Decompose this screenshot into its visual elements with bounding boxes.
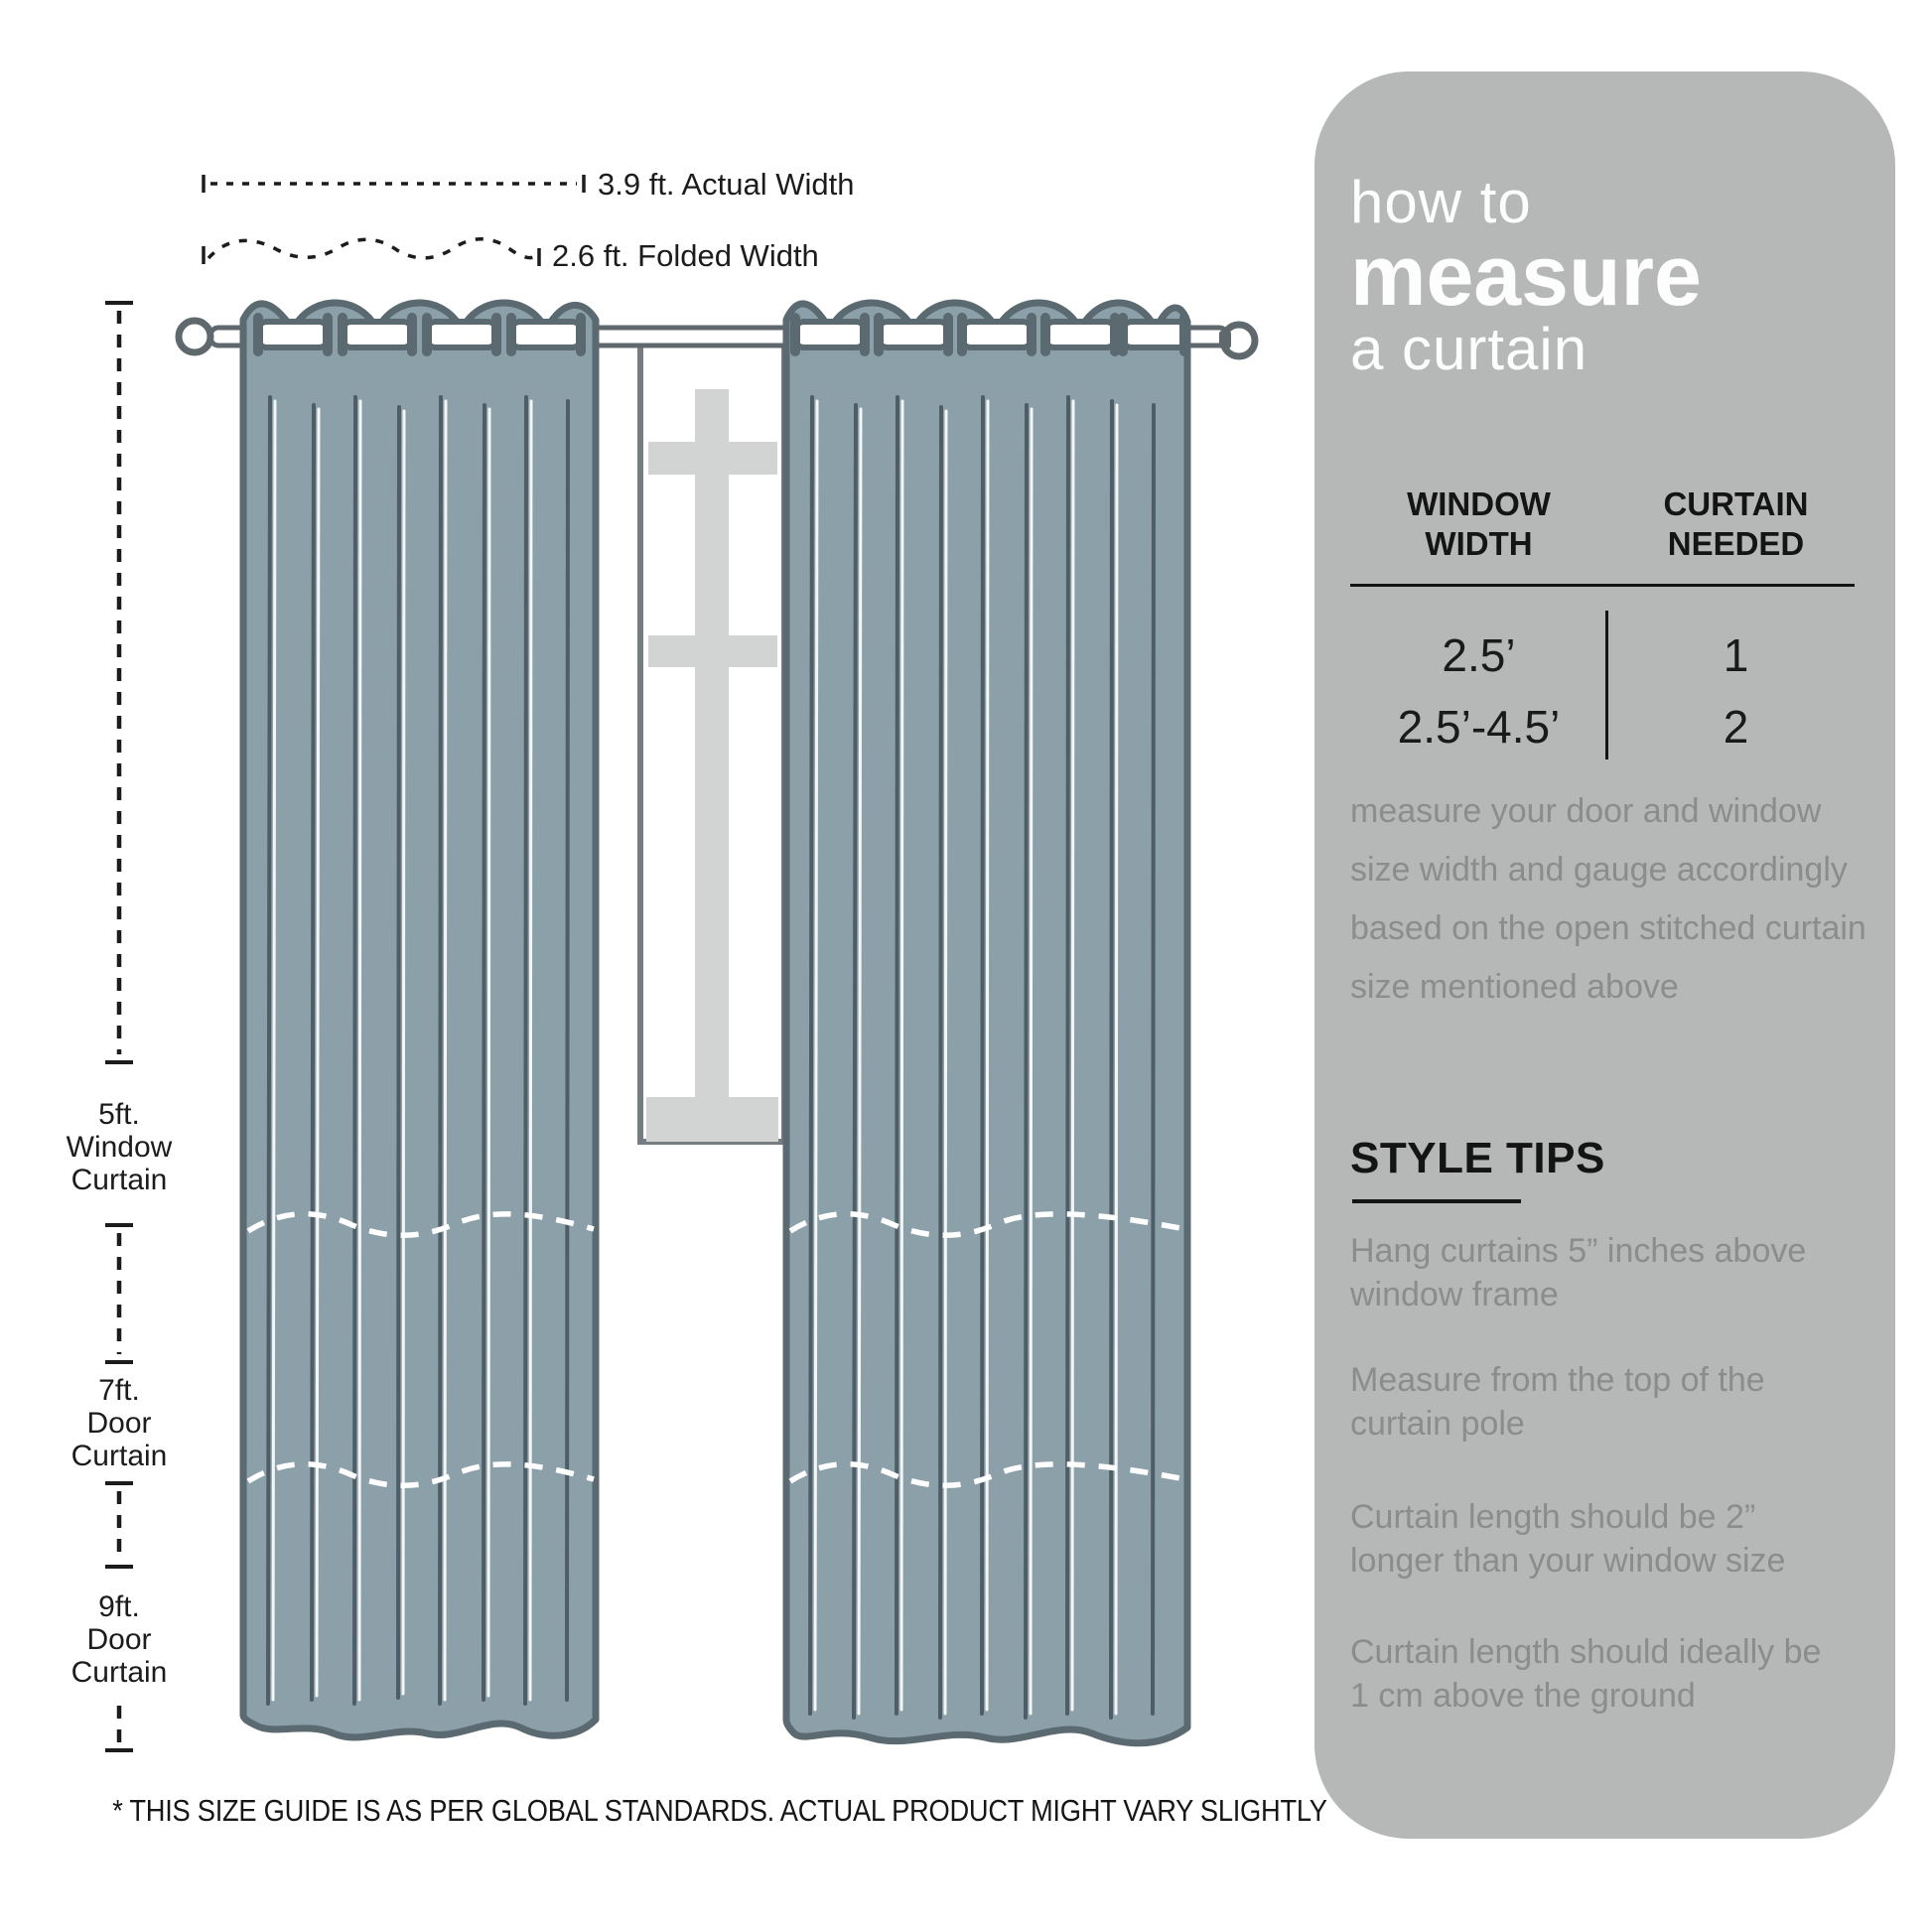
length-marker-line: 5ft. (98, 1098, 140, 1131)
size-table-row1-window-width: 2.5’ (1442, 629, 1516, 681)
folded-width-dimension-line (204, 239, 539, 266)
length-marker-7ft (10, 1374, 228, 1472)
length-marker-5ft (10, 1098, 228, 1196)
size-table-row2-curtains-needed: 2 (1723, 701, 1749, 753)
length-marker-line: Window (66, 1131, 173, 1164)
style-tip-1: Hang curtains 5” inches above window frame (1350, 1232, 1807, 1313)
size-table-rule (1350, 584, 1855, 587)
actual-width-dimension-line (204, 175, 584, 193)
size-table-header-curtain-needed: CURTAIN NEEDED (1663, 485, 1809, 562)
length-marker-line: Door (86, 1407, 152, 1440)
length-marker-9ft (10, 1590, 228, 1689)
length-marker-line: Door (86, 1623, 152, 1656)
length-rail (105, 303, 133, 1750)
length-marker-line: Curtain (70, 1164, 168, 1196)
panel-title-line3: a curtain (1350, 316, 1588, 382)
size-table-note: measure your door and window size width and gauge accordingly based on the open stitched curtain size mentioned above (1350, 792, 1866, 1006)
panel-title (1350, 171, 1702, 381)
grommets-right (794, 322, 1187, 347)
length-marker-line: 9ft. (98, 1590, 140, 1623)
panel-title-line1: how to (1350, 169, 1532, 235)
left-finial-icon (179, 321, 210, 352)
size-table-row2-window-width: 2.5’-4.5’ (1397, 701, 1561, 753)
length-marker-line: Curtain (70, 1656, 168, 1689)
length-marker-line: 7ft. (98, 1374, 140, 1407)
folded-width-label: 2.6 ft. Folded Width (552, 238, 819, 273)
style-tip-3: Curtain length should be 2” longer than your window size (1350, 1498, 1786, 1580)
actual-width-label: 3.9 ft. Actual Width (598, 167, 855, 202)
size-table-row1-curtains-needed: 1 (1723, 629, 1749, 681)
style-tip-2: Measure from the top of the curtain pole (1350, 1361, 1765, 1443)
info-panel (1314, 71, 1895, 1839)
right-curtain-panel (786, 303, 1189, 1743)
size-table-header-window-width: WINDOW WIDTH (1407, 485, 1551, 562)
style-tips-heading: STYLE TIPS (1350, 1134, 1605, 1182)
left-curtain-panel (243, 303, 596, 1737)
style-tip-4: Curtain length should ideally be 1 cm above the ground (1350, 1633, 1822, 1715)
style-tips-underline (1352, 1199, 1521, 1203)
panel-title-line2: measure (1350, 228, 1702, 324)
window (640, 333, 784, 1142)
size-guide-footnote: * THIS SIZE GUIDE IS AS PER GLOBAL STANDARDS. ACTUAL PRODUCT MIGHT VARY SLIGHTLY (112, 1793, 1327, 1828)
length-marker-line: Curtain (70, 1440, 168, 1472)
